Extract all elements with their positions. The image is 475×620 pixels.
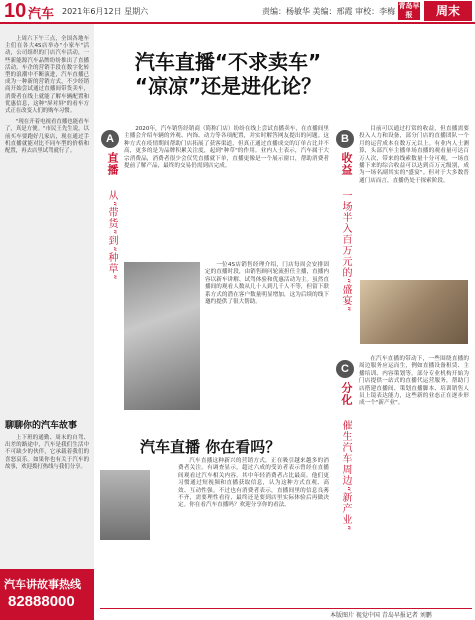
newspaper-logo: 青岛早报	[398, 2, 420, 19]
section-marker-b: B	[336, 130, 354, 148]
article-b-text: 目前可以通过打赏的收益，但直播需要投入人力和设备，部分门店的直播团队一个月的运营成本在数万元以上。有业内人士测算，头部汽车主播单场直播的观看量可达百万人次，带来的线索数量十分可观，一场直播下来的综合收益可以达到百万元级别，成为一场名副其实的"盛宴"。但对于大多数普通门店而言，直播仍处于探索阶段。	[359, 126, 469, 184]
left-paragraph-2-text: 上下班的通勤、周末的自驾、出差的路途中，汽车是我们生活中不可缺少的伙伴，它承载着我们的喜怒哀乐。如果你也有关于汽车的故事，欢迎拨打热线与我们分享。	[5, 435, 89, 470]
article-photo-1	[124, 262, 200, 410]
article-a2-text: 一位4S店销售经理介绍，门店每周会安排固定的直播时段，由销售顾问轮流担任主播，直播内容以新车讲解、试驾体验和优惠活动为主。虽然直播间的观看人数从几十人到几千人不等，但留下联系方式的潜在客户数量明显增加，这为后续的线下邀约提供了很大帮助。	[205, 262, 329, 306]
article-c-text: 在汽车直播的带动下，一些围绕直播的周边服务应运而生，例如直播设备租赁、主播培训、内容策划等。部分专业机构开始为门店提供一站式的直播代运营服务，帮助门店搭建直播间、策划直播脚本、培训销售人员上镜表达能力，这些新的业态正在逐步形成一个"新产业"。	[359, 356, 469, 407]
section-name: 汽车	[28, 7, 55, 22]
article-d-text: 汽车直播这种新兴的营销方式，正在吸引越来越多的消费者关注。有调查显示，超过六成的受访者表示曾经在直播间观看过汽车相关内容，其中年轻消费者占比最高。他们更习惯通过短视频和直播获取信息，认为这种方式直观、高效、互动性强。不过也有消费者表示，直播间里的信息良莠不齐，需要理性看待，最终还是要到店里实际体验后再做决定。你在看汽车直播吗？欢迎分享你的看法。	[178, 458, 329, 509]
page-number: 10	[4, 0, 27, 22]
section-c-heading: 分化	[340, 382, 353, 406]
editor-credits: 责编：杨敏华 美编：邢霞 审校：李梅	[262, 7, 396, 16]
left-block-title: 聊聊你的汽车故事	[5, 421, 78, 431]
secondary-headline: 汽车直播 你在看吗？	[140, 438, 281, 456]
footer-rule	[100, 608, 472, 609]
hotline-number: 82888000	[8, 593, 75, 610]
section-marker-c: C	[336, 360, 354, 378]
article-a-body	[124, 126, 329, 170]
weekend-badge: 周末	[424, 1, 472, 21]
left-column-intro	[5, 36, 89, 155]
article-b-body	[359, 126, 469, 185]
hotline-label: 汽车讲故事热线	[4, 578, 81, 591]
photo-credits: 本版图片 视觉中国 青岛早报记者 刘鹏	[330, 612, 432, 619]
headline-line-1: 汽车直播“不求卖车”	[134, 50, 322, 74]
issue-date: 2021年6月12日 星期六	[62, 7, 149, 16]
article-a-text: 2020年，汽车销售经销商（简称门店）纷纷在线上尝试直播卖车，在直播间里主播会介绍车辆的外观、内饰、动力等各项配置，并实时解答网友提出的问题。这种方式在疫情期间帮助门店拓展了获客渠道，但真正通过直播成交的订单占比并不高，更多的是为品牌积累关注度，起到"种草"的作用。业内人士表示，汽车属于大宗消费品，消费者很少会仅凭直播就下单，直播更像是一个展示窗口，帮助消费者提前了解产品，最终的交易仍需到店完成。	[124, 126, 329, 170]
section-a-heading: 直播	[106, 152, 119, 176]
article-a-continued	[205, 262, 329, 306]
article-d-body	[124, 458, 329, 510]
section-b-heading: 收益	[340, 152, 353, 176]
left-paragraph-1b: "现在开着电视看直播也能看车了，真是方便。"市民王先生说，以前买车要跑好几家店，现在通过手机直播就能对比不同车型的价格和配置，再去店里试驾就行了。	[5, 119, 89, 155]
headline-line-2: “凉凉”还是进化论？	[134, 74, 322, 98]
main-headline	[108, 50, 348, 98]
section-marker-a: A	[101, 130, 119, 148]
article-photo-2	[360, 280, 468, 344]
section-c-subheading: 催生汽车周边“新产业”	[340, 420, 351, 532]
section-b-subheading: 一场半入百万元的“盛宴”	[340, 190, 351, 313]
left-paragraph-2	[5, 435, 89, 471]
article-c-body	[359, 356, 469, 408]
section-a-subheading: 从“带货”到“种草”	[106, 190, 117, 281]
left-paragraph-1: 上周六下午三点，全国各地车主们在各大4S店举办"小家车"活动，公司组织的门店汽车活动，一些新能源汽车品牌纷纷推出了直播活动。车企的营销手段在数字化转型的浪潮中不断演进，汽车直播已成为一种新的营销方式，不少经销商开始尝试通过直播间带货卖车，消费者在线上就能了解车辆配置和优惠信息，这种"屏对屏"的看车方式正在改变人们的购车习惯。	[5, 36, 89, 115]
